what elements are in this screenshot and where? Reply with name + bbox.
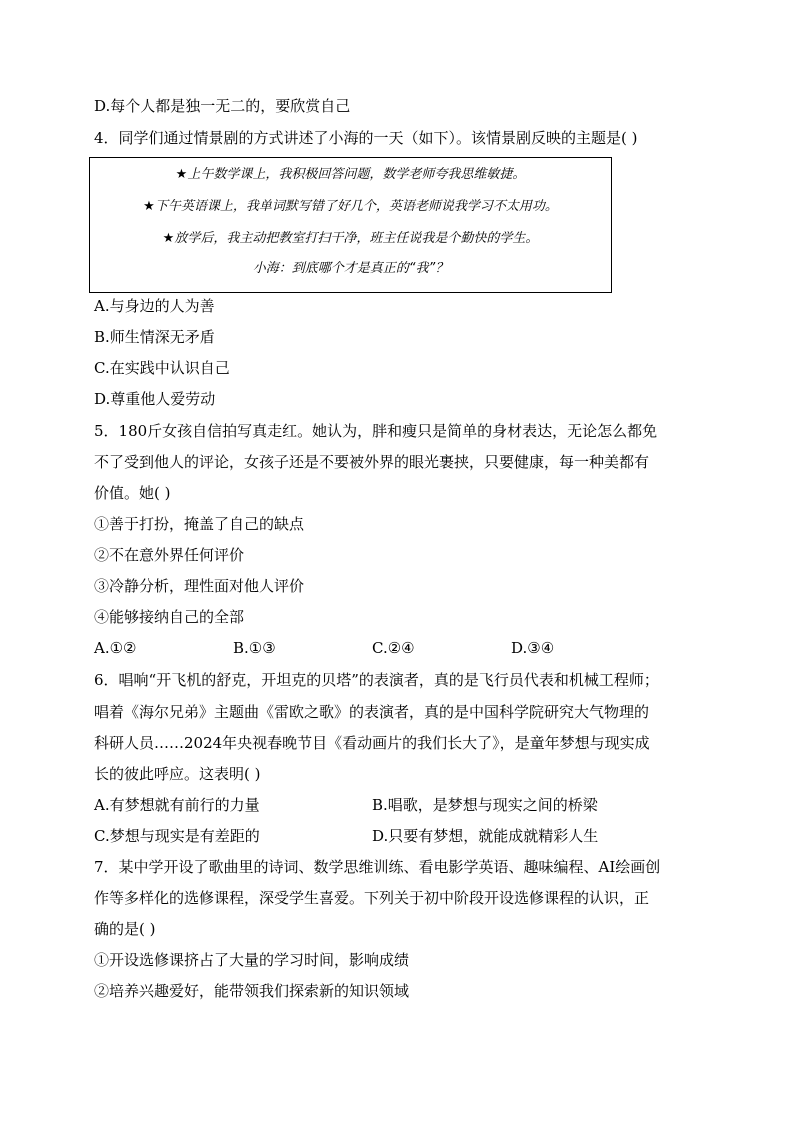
q6-option-a: A.有梦想就有前行的力量 bbox=[94, 796, 260, 814]
q7-statement-2: ②培养兴趣爱好，能带领我们探索新的知识领域 bbox=[94, 982, 410, 1000]
q7-stem-line-3: 确的是( ) bbox=[94, 920, 156, 938]
q6-stem-line-4: 长的彼此呼应。这表明( ) bbox=[94, 765, 261, 783]
q4-scenario-line-1: ★上午数学课上，我积极回答问题，数学老师夸我思维敏捷。 bbox=[175, 167, 526, 182]
q4-option-c: C.在实践中认识自己 bbox=[94, 359, 230, 377]
q6-stem-line-1: 6．唱响“开飞机的舒克，开坦克的贝塔”的表演者，真的是飞行员代表和机械工程师； bbox=[94, 671, 659, 689]
q7-statement-1: ①开设选修课挤占了大量的学习时间，影响成绩 bbox=[94, 951, 410, 969]
q4-option-d: D.尊重他人爱劳动 bbox=[94, 390, 216, 408]
q7-stem-line-1: 7．某中学开设了歌曲里的诗词、数学思维训练、看电影学英语、趣味编程、AI绘画创 bbox=[94, 858, 661, 876]
q5-statement-1: ①善于打扮，掩盖了自己的缺点 bbox=[94, 515, 305, 533]
q5-stem-line-2: 不了受到他人的评论，女孩子还是不要被外界的眼光裹挟，只要健康，每一种美都有 bbox=[94, 453, 650, 471]
q4-option-b: B.师生情深无矛盾 bbox=[94, 328, 215, 346]
q7-stem-line-2: 作等多样化的选修课程，深受学生喜爱。下列关于初中阶段开设选修课程的认识，正 bbox=[94, 889, 650, 907]
q4-option-a: A.与身边的人为善 bbox=[94, 297, 215, 315]
q6-stem-line-2: 唱着《海尔兄弟》主题曲《雷欧之歌》的表演者，真的是中国科学院研究大气物理的 bbox=[94, 703, 650, 721]
q5-stem-line-3: 价值。她( ) bbox=[94, 484, 171, 502]
q4-scenario-box bbox=[89, 157, 612, 293]
q5-statement-4: ④能够接纳自己的全部 bbox=[94, 608, 245, 626]
q4-scenario-line-4: 小海：到底哪个才是真正的“我”？ bbox=[252, 261, 449, 276]
q4-stem: 4．同学们通过情景剧的方式讲述了小海的一天（如下）。该情景剧反映的主题是( ) bbox=[94, 129, 638, 147]
q4-scenario-line-2: ★下午英语课上，我单词默写错了好几个，英语老师说我学习不太用功。 bbox=[143, 199, 558, 214]
q4-scenario-line-3: ★放学后，我主动把教室打扫干净，班主任说我是个勤快的学生。 bbox=[162, 231, 539, 246]
q5-statement-2: ②不在意外界任何评价 bbox=[94, 546, 245, 564]
q6-option-b: B.唱歌，是梦想与现实之间的桥梁 bbox=[372, 796, 598, 814]
q5-option-b: B.①③ bbox=[233, 639, 276, 657]
q5-option-a: A.①② bbox=[94, 639, 137, 657]
q6-option-c: C.梦想与现实是有差距的 bbox=[94, 827, 260, 845]
q5-statement-3: ③冷静分析，理性面对他人评价 bbox=[94, 577, 305, 595]
q5-stem-line-1: 5．180斤女孩自信拍写真走红。她认为，胖和瘦只是简单的身材表达，无论怎么都免 bbox=[94, 422, 658, 440]
q6-option-d: D.只要有梦想，就能成就精彩人生 bbox=[372, 827, 599, 845]
q6-stem-line-3: 科研人员……2024年央视春晚节目《看动画片的我们长大了》，是童年梦想与现实成 bbox=[94, 734, 650, 752]
q3-option-d: D.每个人都是独一无二的，要欣赏自己 bbox=[94, 97, 351, 115]
q5-option-d: D.③④ bbox=[511, 639, 555, 657]
q5-option-c: C.②④ bbox=[372, 639, 415, 657]
